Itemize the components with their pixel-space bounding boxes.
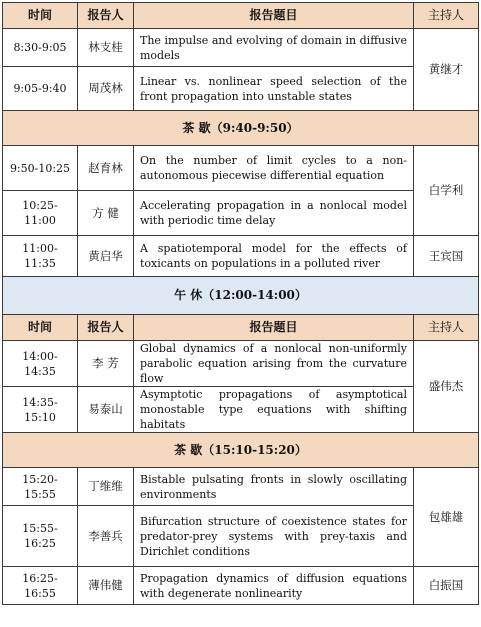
tea-break-row [3,111,479,146]
session-host: 白学利 [414,146,479,236]
talk-time: 8:30-9:05 [3,29,78,67]
talk-title: Asymptotic propagations of asymptotical monostable type equations with shifting habitats [134,387,414,433]
break-label: 茶 歇 [174,442,203,457]
tea-break-row [3,433,479,468]
talk-title: Bistable pulsating fronts in slowly oscillating environments [134,468,414,506]
talk-speaker: 易泰山 [78,387,134,433]
break-time: （12:00-14:00） [202,288,307,302]
talk-title: Propagation dynamics of diffusion equations with degenerate nonlinearity [134,567,414,605]
talk-title: Accelerating propagation in a nonlocal model with periodic time delay [134,191,414,236]
table-row [3,29,479,67]
session-host: 包雄雄 [414,468,479,567]
table-row [3,468,479,506]
table-row [3,146,479,191]
talk-time: 9:05-9:40 [3,67,78,111]
talk-title: Bifurcation structure of coexistence states for predator-prey systems with prey-taxis and Dirichlet conditions [134,506,414,567]
talk-title: Linear vs. nonlinear speed selection of the front propagation into unstable states [134,67,414,111]
table-row [3,387,479,433]
talk-title: The impulse and evolving of domain in diffusive models [134,29,414,67]
table-row [3,67,479,111]
session-host: 盛伟杰 [414,341,479,433]
talk-time: 14:35-15:10 [3,387,78,433]
talk-time: 11:00-11:35 [3,236,78,277]
table-header-row [3,3,479,29]
table-row [3,567,479,605]
break-time: （15:10-15:20） [202,442,307,457]
talk-speaker: 林支桂 [78,29,134,67]
talk-time: 14:00-14:35 [3,341,78,387]
talk-speaker: 薄伟健 [78,567,134,605]
table-row [3,191,479,236]
talk-speaker: 李 芳 [78,341,134,387]
talk-speaker: 丁维维 [78,468,134,506]
break-label: 午 休 [174,288,203,302]
header-title: 报告题目 [134,315,414,341]
talk-time: 15:20-15:55 [3,468,78,506]
talk-time: 10:25-11:00 [3,191,78,236]
talk-title: On the number of limit cycles to a non-autonomous piecewise differential equation [134,146,414,191]
session-host: 白振国 [414,567,479,605]
talk-speaker: 周茂林 [78,67,134,111]
talk-speaker: 赵育林 [78,146,134,191]
header-speaker: 报告人 [78,3,134,29]
table-row [3,506,479,567]
tea-break [3,111,479,146]
talk-time: 15:55-16:25 [3,506,78,567]
table-row [3,341,479,387]
lunch-break-row [3,277,479,315]
header-host: 主持人 [414,3,479,29]
header-time: 时间 [3,315,78,341]
talk-title: A spatiotemporal model for the effects of toxicants on populations in a polluted river [134,236,414,277]
session-host: 黄继才 [414,29,479,111]
talk-speaker: 黄启华 [78,236,134,277]
tea-break [3,433,479,468]
header-speaker: 报告人 [78,315,134,341]
schedule-table [2,2,479,605]
talk-time: 16:25-16:55 [3,567,78,605]
talk-speaker: 方 健 [78,191,134,236]
header-time: 时间 [3,3,78,29]
header-title: 报告题目 [134,3,414,29]
break-label: 茶 歇 [182,120,211,135]
talk-title: Global dynamics of a nonlocal non-uniformly parabolic equation arising from the curvature flow [134,341,414,387]
table-row [3,236,479,277]
break-time: （9:40-9:50） [210,120,299,135]
talk-time: 9:50-10:25 [3,146,78,191]
table-header-row [3,315,479,341]
session-host: 王宾国 [414,236,479,277]
lunch-break [3,277,479,315]
talk-speaker: 李善兵 [78,506,134,567]
header-host: 主持人 [414,315,479,341]
